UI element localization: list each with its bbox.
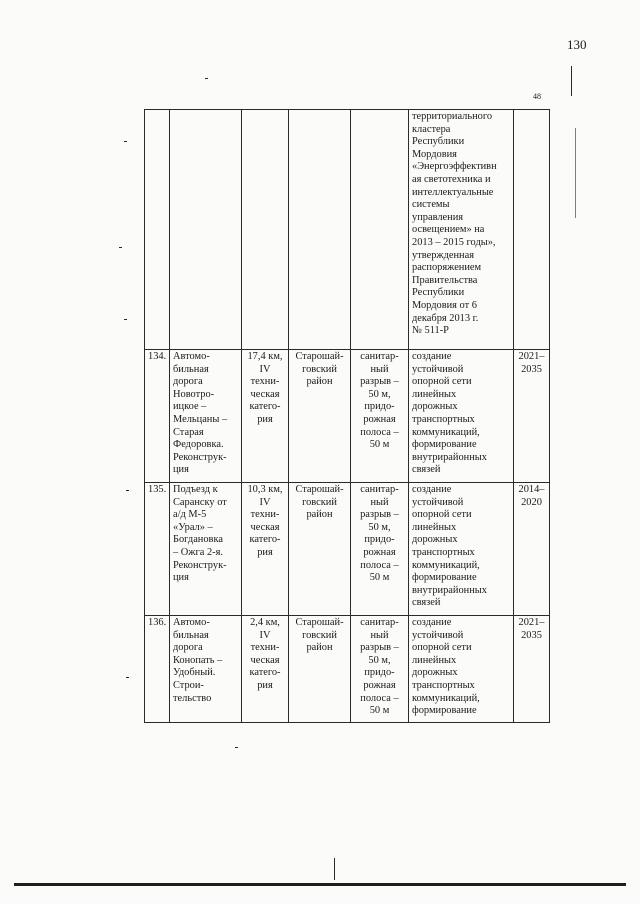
table-row bbox=[145, 350, 550, 483]
cell-name bbox=[170, 110, 242, 350]
road-projects-table bbox=[144, 109, 550, 723]
period: 2014– 2020 bbox=[514, 483, 550, 616]
scan-mark bbox=[126, 490, 129, 491]
scan-mark bbox=[575, 128, 576, 218]
table-row bbox=[145, 110, 550, 350]
cell-period bbox=[514, 110, 550, 350]
purpose: создание устойчивой опорной сети линейных дорожных транспортных коммуникаций, формирование внутрирайонных связей bbox=[409, 350, 514, 483]
scan-mark bbox=[124, 319, 127, 320]
page-number: 130 bbox=[567, 37, 587, 52]
scan-mark bbox=[205, 78, 208, 79]
purpose: создание устойчивой опорной сети линейных дорожных транспортных коммуникаций, формирование bbox=[409, 616, 514, 723]
object-params: 17,4 км, IV техни- ческая катего- рия bbox=[242, 350, 289, 483]
cell-purpose: территориального кластера Республики Мордовия «Энергоэффективн ая светотехника и интеллектуальные системы управления освещением» на 2013 – 2015 годы», утвержденная распоряжением Правительства Республики Мордовия от 6 декабря 2013 г. № 511-Р bbox=[409, 110, 514, 350]
district: Старошай- говский район bbox=[289, 350, 351, 483]
scan-edge-bar bbox=[14, 883, 626, 886]
object-params: 2,4 км, IV техни- ческая катего- рия bbox=[242, 616, 289, 723]
restriction-zone: санитар- ный разрыв – 50 м, придо- рожная полоса – 50 м bbox=[351, 483, 409, 616]
restriction-zone: санитар- ный разрыв – 50 м, придо- рожная полоса – 50 м bbox=[351, 350, 409, 483]
object-name: Автомо- бильная дорога Конопать – Удобный. Строи- тельство bbox=[170, 616, 242, 723]
sub-page-number: 48 bbox=[533, 92, 541, 101]
district: Старошай- говский район bbox=[289, 483, 351, 616]
cell-number bbox=[145, 110, 170, 350]
object-name: Автомо- бильная дорога Новотро- ицкое – Мельцаны – Старая Федоровка. Реконструк- ция bbox=[170, 350, 242, 483]
cell-params bbox=[242, 110, 289, 350]
row-number: 135. bbox=[145, 483, 170, 616]
scan-mark bbox=[119, 247, 122, 248]
scan-mark bbox=[571, 66, 572, 96]
period: 2021– 2035 bbox=[514, 350, 550, 483]
scan-mark bbox=[334, 858, 335, 880]
scan-mark bbox=[235, 747, 238, 748]
object-name: Подъезд к Саранску от а/д М-5 «Урал» – Богдановка – Ожга 2-я. Реконструк- ция bbox=[170, 483, 242, 616]
district: Старошай- говский район bbox=[289, 616, 351, 723]
row-number: 134. bbox=[145, 350, 170, 483]
cell-district bbox=[289, 110, 351, 350]
restriction-zone: санитар- ный разрыв – 50 м, придо- рожная полоса – 50 м bbox=[351, 616, 409, 723]
period: 2021– 2035 bbox=[514, 616, 550, 723]
cell-zone bbox=[351, 110, 409, 350]
object-params: 10,3 км, IV техни- ческая катего- рия bbox=[242, 483, 289, 616]
row-number: 136. bbox=[145, 616, 170, 723]
scan-mark bbox=[124, 141, 127, 142]
scan-mark bbox=[126, 677, 129, 678]
table-row bbox=[145, 483, 550, 616]
purpose: создание устойчивой опорной сети линейных дорожных транспортных коммуникаций, формирование внутрирайонных связей bbox=[409, 483, 514, 616]
table-row bbox=[145, 616, 550, 723]
